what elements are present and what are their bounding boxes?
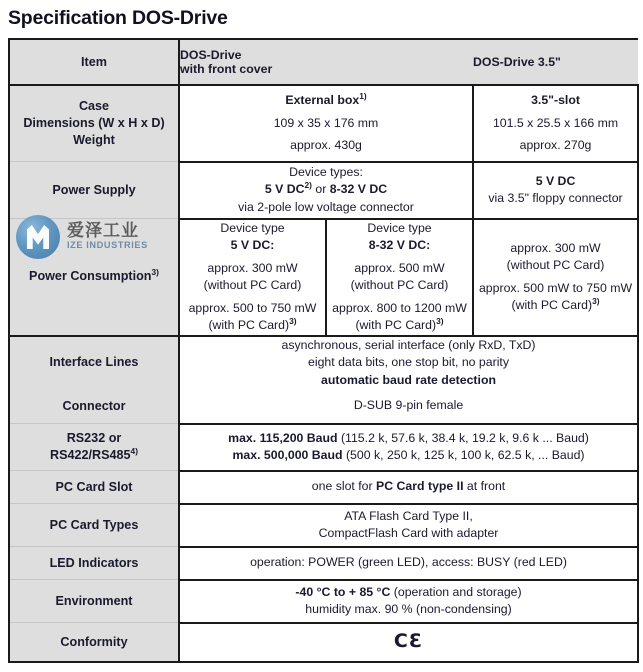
cell-power-consumption-5v [179,219,326,336]
row-label-led-indicators: LED Indicators [9,547,179,580]
page-title: Specification DOS-Drive [8,7,228,29]
header-cell-dos-drive-front-cover [179,39,473,85]
pc-b-voltage: 8-32 V DC: [368,238,431,252]
spacer [327,295,472,300]
rs232-line2-bold: max. 500,000 Baud [232,448,343,462]
label-rs232-line1: RS232 or [66,431,122,445]
table-row-led-indicators [9,547,638,580]
rs232-line1-rest: (115.2 k, 57.6 k, 38.4 k, 19.2 k, 9.6 k ... Baud) [337,430,589,445]
case-c1-external-box: External box [285,93,360,107]
row-label-pc-card-slot: PC Card Slot [9,471,179,504]
ps-c2-voltage: 5 V DC [535,173,576,188]
spacer [180,110,472,115]
table-row-environment [9,580,638,623]
pc-b-power-no-card: approx. 500 mW [354,260,445,275]
table-row-connector [9,389,638,424]
case-c2-slot: 3.5"-slot [531,93,580,107]
case-c1-dimensions: 109 x 35 x 176 mm [273,115,379,130]
ps-c1-connector: via 2-pole low voltage connector [238,199,414,214]
row-label-environment: Environment [9,580,179,623]
pc-a-no-card-note: (without PC Card) [203,278,302,292]
cell-led-indicators: operation: POWER (green LED), access: BUSY (red LED) [179,547,638,580]
table-row-interface-lines [9,336,638,390]
watermark-english-name: IZE INDUSTRIES [67,240,148,251]
footnote-3-marker: 3) [289,315,297,326]
if-line-3: automatic baud rate detection [321,372,496,387]
pc-a-power-no-card: approx. 300 mW [207,260,298,275]
cell-pc-card-slot [179,471,638,504]
ce-mark-icon: CƐ [393,629,424,652]
pc-a-with-card-note: (with PC Card) [208,318,290,332]
footnote-1-marker: 1) [359,90,367,101]
label-case: Case [78,99,110,113]
table-row-case [9,85,638,162]
pc-c-with-card-note: (with PC Card) [511,298,593,312]
row-label-connector: Connector [9,389,179,424]
case-c2-weight: approx. 270g [519,138,592,152]
env-temp-range: -40 °C to + 85 °C [295,584,391,599]
pc-b-with-card-note: (with PC Card) [355,318,437,332]
table-row-conformity [9,623,638,663]
spacer [180,255,325,260]
pc-a-device-type: Device type [220,220,285,235]
case-c2-dimensions: 101.5 x 25.5 x 166 mm [492,115,619,130]
ps-c1-voltage-2: 8-32 V DC [329,182,388,197]
row-label-case [9,85,179,162]
ps-c1-or: or [311,182,330,197]
table-row-power-consumption [9,219,638,336]
env-temp-note: (operation and storage) [390,584,522,599]
header-cell-dos-drive-35: DOS-Drive 3.5" [473,39,638,85]
label-power-consumption: Power Consumption [29,269,152,284]
cell-case-front-cover [179,85,473,162]
cell-pc-card-types [179,504,638,547]
row-label-power-consumption [9,219,179,336]
cell-power-consumption-8-32v [326,219,473,336]
footnote-2-marker: 2) [304,180,312,191]
watermark-chinese-name: 爱泽工业 [67,221,139,242]
slot-bold: PC Card type II [376,479,464,494]
cell-environment [179,580,638,623]
row-label-power-supply: Power Supply [9,162,179,219]
header-dos-drive-line2: with front cover [180,62,273,76]
footnote-4-marker: 4) [130,445,138,456]
specification-table-container [8,38,637,663]
row-label-interface-lines: Interface Lines [9,336,179,390]
pc-a-power-with-card: approx. 500 to 750 mW [188,300,317,315]
types-line-1: ATA Flash Card Type II, [344,508,473,523]
spacer [474,132,637,137]
pc-b-power-with-card: approx. 800 to 1200 mW [332,300,467,315]
spacer [474,110,637,115]
ps-c1-voltage-1: 5 V DC [264,182,305,197]
rs232-line2-rest: (500 k, 250 k, 125 k, 100 k, 62.5 k, ... Baud) [342,448,585,462]
footnote-3-marker: 3) [151,267,159,278]
specification-table [8,38,639,663]
footnote-3-marker: 3) [592,295,600,306]
if-line-1: asynchronous, serial interface (only RxD, TxD) [281,337,536,352]
row-label-conformity: Conformity [9,623,179,663]
pc-b-no-card-note: (without PC Card) [350,278,449,292]
table-row-pc-card-types [9,504,638,547]
row-label-pc-card-types: PC Card Types [9,504,179,547]
spacer [180,295,325,300]
table-header-row [9,39,638,85]
if-line-2: eight data bits, one stop bit, no parity [308,355,509,369]
label-dimensions: Dimensions (W x H x D) [23,116,165,130]
row-label-rs232 [9,424,179,471]
footnote-3-marker: 3) [436,315,444,326]
label-rs232-line2: RS422/RS485 [50,448,131,462]
cell-rs232 [179,424,638,471]
label-weight: Weight [73,133,115,147]
ps-c2-connector: via 3.5" floppy connector [488,191,623,205]
pc-c-power-no-card: approx. 300 mW [510,240,601,255]
pc-b-device-type: Device type [367,220,432,235]
cell-power-consumption-35 [473,219,638,336]
cell-power-supply-35 [473,162,638,219]
table-row-pc-card-slot [9,471,638,504]
pc-c-no-card-note: (without PC Card) [506,258,605,272]
slot-pre: one slot for [311,479,377,494]
spacer [180,132,472,137]
cell-conformity [179,623,638,663]
table-row-power-supply [9,162,638,219]
header-dos-drive-line1: DOS-Drive [180,48,242,62]
cell-interface-lines [179,336,638,390]
pc-c-power-with-card: approx. 500 mW to 750 mW [478,280,633,295]
table-row-rs232 [9,424,638,471]
cell-power-supply-front-cover [179,162,473,219]
env-humidity: humidity max. 90 % (non-condensing) [305,602,512,616]
ps-c1-device-types: Device types: [289,164,363,179]
header-cell-item: Item [9,39,179,85]
spacer [474,275,637,280]
cell-case-35 [473,85,638,162]
case-c1-weight: approx. 430g [290,138,362,152]
pc-a-voltage: 5 V DC: [230,238,275,252]
types-line-2: CompactFlash Card with adapter [318,526,499,540]
rs232-line1-bold: max. 115,200 Baud [228,430,338,445]
slot-post: at front [463,479,506,494]
spacer [327,255,472,260]
cell-connector: D-SUB 9-pin female [179,389,638,424]
